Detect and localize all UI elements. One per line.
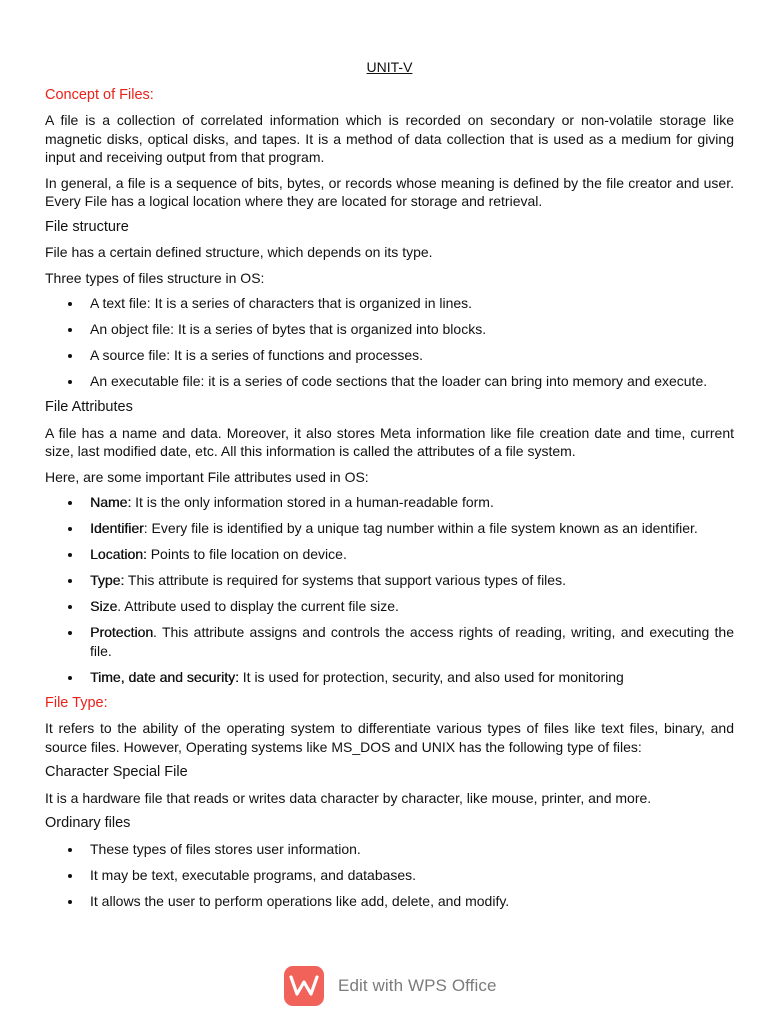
attribute-text: It is the only information stored in a human-readable form. [131,494,494,510]
list-item [45,571,734,590]
paragraph: File has a certain defined structure, which depends on its type. [45,244,433,260]
section-heading-concept: Concept of Files: [45,86,154,103]
list-item [45,623,734,660]
attributes-list [45,493,734,686]
list-item: A text file: It is a series of characters that is organized in lines. [45,294,734,313]
subheading-file-structure: File structure [45,218,129,235]
attribute-text: Points to file location on device. [146,546,347,562]
attribute-term: Type: [90,572,125,588]
list-item: An object file: It is a series of bytes that is organized into blocks. [45,320,734,339]
paragraph: It refers to the ability of the operating system to differentiate various types of files like text files, binary, and source files. However, Operating systems like MS_DOS and UNIX has the following type of files: [45,720,734,755]
section-heading-file-type: File Type: [45,694,108,711]
attribute-text: . This attribute assigns and controls the access rights of reading, writing, and executing the file. [90,624,734,659]
attribute-text: : Every file is identified by a unique tag number within a file system known as an identifier. [143,520,698,536]
attribute-term: Protection [90,624,154,640]
subheading-character-special-file: Character Special File [45,764,188,780]
paragraph: A file has a name and data. Moreover, it also stores Meta information like file creation date and time, current size, last modified date, etc. All this information is called the attributes of a file system. [45,424,734,459]
attribute-term: Name: [90,494,132,510]
wps-watermark-text: Edit with WPS Office [338,975,497,995]
attribute-term: Location: [90,546,147,562]
list-item [45,493,734,512]
wps-logo-icon [284,966,324,1006]
paragraph: It is a hardware file that reads or writes data character by character, like mouse, printer, and more. [45,789,652,806]
list-item: It allows the user to perform operations like add, delete, and modify. [45,892,734,911]
list-item: A source file: It is a series of functions and processes. [45,346,734,365]
list-item [45,597,734,616]
attribute-text: This attribute is required for systems that support various types of files. [124,572,566,588]
list-item [45,668,734,687]
attribute-term: Identifier [90,520,144,536]
list-item: It may be text, executable programs, and databases. [45,866,734,885]
list-item: These types of files stores user information. [45,840,734,859]
subheading-ordinary-files: Ordinary files [45,815,131,831]
attribute-text: It is used for protection, security, and also used for monitoring [238,668,624,685]
attribute-term: Time, date and security: [90,668,239,685]
list-item [45,519,734,538]
page-title: UNIT-V [366,59,413,75]
paragraph: In general, a file is a sequence of bits, bytes, or records whose meaning is defined by the file creator and user. Every File has a logical location where they are located for storage and retrieval. [45,174,734,209]
list-item: An executable file: it is a series of code sections that the loader can bring into memory and execute. [45,372,734,391]
structure-list [45,294,734,391]
ordinary-list [45,840,734,911]
paragraph: Here, are some important File attributes used in OS: [45,468,369,485]
subheading-file-attributes: File Attributes [45,399,133,415]
attribute-term: Size [90,598,118,614]
wps-watermark[interactable] [284,965,497,1007]
paragraph: A file is a collection of correlated information which is recorded on secondary or non-volatile storage like magnetic disks, optical disks, and tapes. It is a method of data collection that is used as a medium for giving input and receiving output from that program. [45,112,734,165]
attribute-text: . Attribute used to display the current file size. [117,598,399,614]
paragraph: Three types of files structure in OS: [45,269,265,286]
list-item [45,545,734,564]
